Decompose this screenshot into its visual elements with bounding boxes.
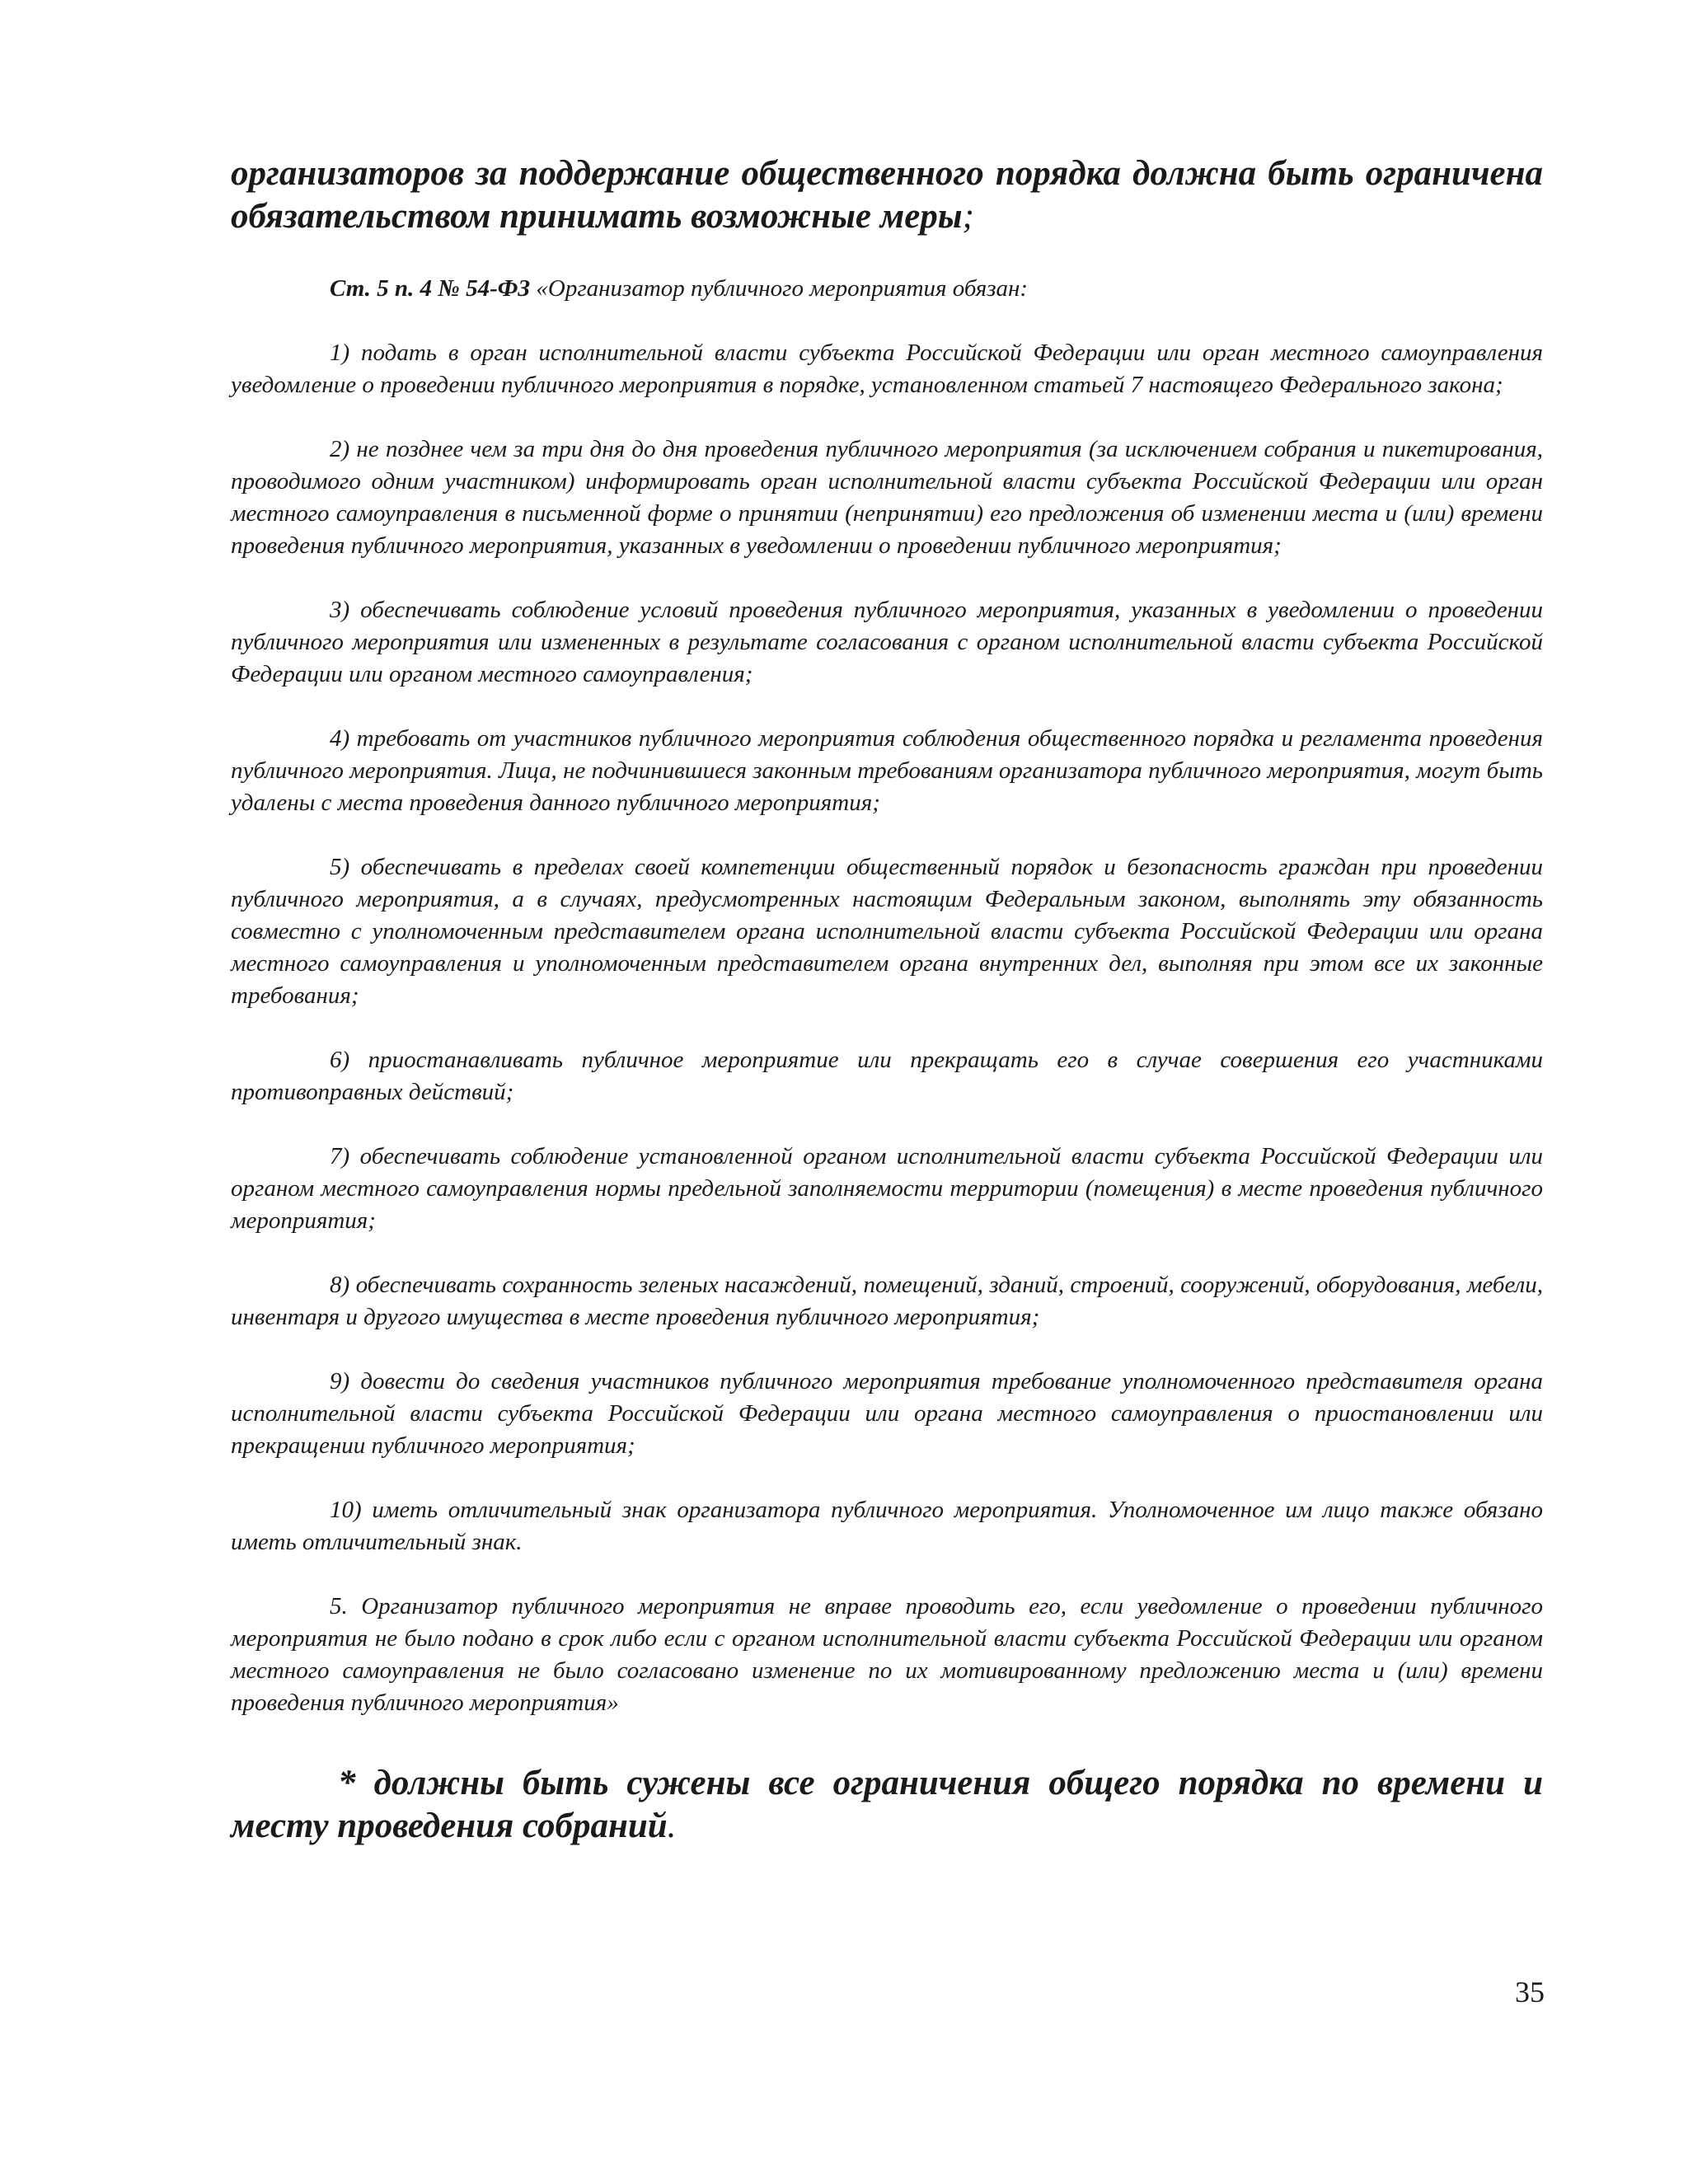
list-item-5: 5) обеспечивать в пределах своей компетенции общественный порядок и безопасность граждан при проведении публичного мероприятия, а в случаях, предусмотренных настоящим Федеральным законом, выполнять эту обязанность совместно с уполномоченным представителем органа исполнительной власти субъекта Российской Федерации или органа местного самоуправления и уполномоченным представителем органа внутренних дел, выполняя при этом все их законные требования; (231, 854, 1543, 1009)
document-page (231, 152, 1543, 1883)
top-heading-tail: ; (962, 197, 974, 236)
list-item-4: 4) требовать от участников публичного мероприятия соблюдения общественного порядка и регламента проведения публичного мероприятия. Лица, не подчинившиеся законным требованиям организатора публичного мероприятия, могут быть удалены с места проведения данного публичного мероприятия; (231, 725, 1543, 816)
list-item-9: 9) довести до сведения участников публичного мероприятия требование уполномоченного представителя органа исполнительной власти субъекта Российской Федерации или органа местного самоуправления о приостановлении или прекращении публичного мероприятия; (231, 1368, 1543, 1459)
list-item-8: 8) обеспечивать сохранность зеленых насаждений, помещений, зданий, строений, сооружений, оборудования, мебели, инвентаря и другого имущества в месте проведения публичного мероприятия; (231, 1272, 1543, 1330)
list-item-1: 1) подать в орган исполнительной власти субъекта Российской Федерации или орган местного самоуправления уведомление о проведении публичного мероприятия в порядке, установленном статьей 7 настоящего Федерального закона; (231, 340, 1543, 398)
page-number: 35 (1515, 1975, 1545, 2008)
clause-5: 5. Организатор публичного мероприятия не вправе проводить его, если уведомление о проведении публичного мероприятия не было подано в срок либо если с органом исполнительной власти субъекта Российской Федерации или органом местного самоуправления не было согласовано изменение по их мотивированному предложению места и (или) времени проведения публичного мероприятия» (231, 1593, 1543, 1716)
bottom-heading (231, 1762, 1543, 1848)
list-item-6: 6) приостанавливать публичное мероприятие или прекращать его в случае совершения его участниками противоправных действий; (231, 1047, 1543, 1105)
top-heading (231, 152, 1543, 238)
top-heading-text: организаторов за поддержание общественного порядка должна быть ограничена обязательством принимать возможные меры (231, 154, 1543, 236)
bottom-heading-tail: . (667, 1807, 677, 1845)
list-item-10: 10) иметь отличительный знак организатора публичного мероприятия. Уполномоченное им лицо также обязано иметь отличительный знак. (231, 1497, 1543, 1555)
list-item-3: 3) обеспечивать соблюдение условий проведения публичного мероприятия, указанных в уведомлении о проведении публичного мероприятия или измененных в результате согласования с органом исполнительной власти субъекта Российской Федерации или органом местного самоуправления; (231, 597, 1543, 687)
law-reference-label: Ст. 5 п. 4 № 54-ФЗ (330, 275, 531, 302)
list-item-2: 2) не позднее чем за три дня до дня проведения публичного мероприятия (за исключением собрания и пикетирования, проводимого одним участником) информировать орган исполнительной власти субъекта Российской Федерации или орган местного самоуправления в письменной форме о принятии (непринятии) его предложения об изменении места и (или) времени проведения публичного мероприятия, указанных в уведомлении о проведении публичного мероприятия; (231, 436, 1543, 559)
law-reference (231, 273, 1543, 305)
law-reference-text: «Организатор публичного мероприятия обязан: (530, 275, 1029, 302)
bottom-heading-text: * должны быть сужены все ограничения общего порядка по времени и месту проведения собраний (231, 1764, 1543, 1845)
list-item-7: 7) обеспечивать соблюдение установленной органом исполнительной власти субъекта Российской Федерации или органом местного самоуправления нормы предельной заполняемости территории (помещения) в месте проведения публичного мероприятия; (231, 1143, 1543, 1234)
